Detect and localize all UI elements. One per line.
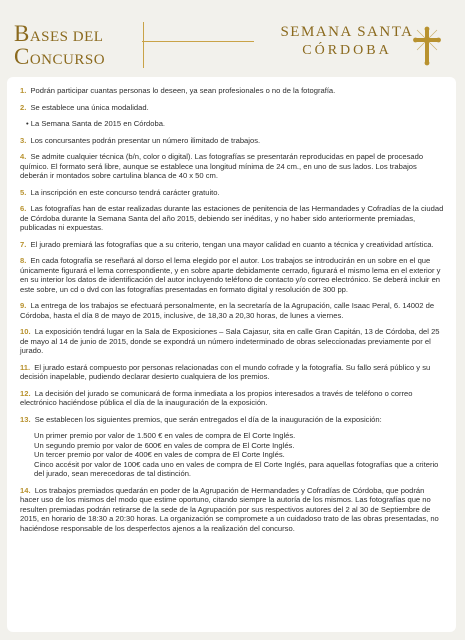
prize-accesit: Cinco accésit por valor de 100€ cada uno en vales de compra de El Corte Inglés, para aquellas fotografías que a criterio del jurado, sean merecedoras de tal distinción. [34,459,439,478]
rule-number: 6. [20,204,27,213]
rule-number: 1. [20,86,27,95]
title-del: DEL [72,29,104,45]
prize-first: Un primer premio por valor de 1.500 € en vales de compra de El Corte Inglés. [34,431,296,440]
rule-2-bullet: • La Semana Santa de 2015 en Córdoba. [26,119,166,128]
rule-3 [20,136,444,146]
rule-10 [20,327,444,356]
rule-1 [20,86,444,96]
rule-number: 4. [20,152,27,161]
rule-number: 14. [20,485,31,495]
rule-text: Se establece una única modalidad. [30,102,149,112]
rule-text: Se admite cualquier técnica (b/n, color o digital). Las fotografías se presentarán reproducidas en papel de procesado químico. El formato será libre, aunque se establece una longitud mínima de 24 cm., en uno de sus lados. Los trabajos deberán ir montados sobre cartulina blanca de 40 x 50 cm. [20,152,424,180]
rule-6 [20,204,444,233]
header-rule [142,41,254,42]
rule-text: Podrán participar cuantas personas lo deseen, ya sean profesionales o no de la fotografía. [30,86,336,95]
rule-4 [20,152,444,181]
rule-text: Las fotografías han de estar realizadas durante las estaciones de penitencia de las Hermandades y Cofradías de la ciudad de Córdoba durante la Semana Santa del año 2015, debiendo ser inéditas, y no haber sido anteriormente premiadas, publicadas ni expuestas. [20,204,444,232]
rule-number: 13. [20,414,31,424]
header [0,0,465,72]
rule-13 [20,415,444,479]
rule-number: 11. [20,362,31,372]
rule-number: 5. [20,187,27,197]
title-line-1 [14,22,105,45]
page-title [14,22,105,68]
rule-text: En cada fotografía se reseñará al dorso el lema elegido por el autor. Los trabajos se introducirán en un sobre en el que únicamente figurará el lema correspondiente, y en sobre aparte debidamente cerrado, figurará el mismo lema en el exterior y en su interior los datos de identificación del autor incluyendo teléfono de contacto y/o correo electrónico. Se deberá incluir en este sobre, un cd o dvd con las fotografías presentadas en formato digital y resolución de 300 pp. [20,256,441,294]
brand-line-2: CÓRDOBA [302,43,392,58]
rule-8 [20,256,444,294]
rule-text: La inscripción en este concurso tendrá carácter gratuito. [30,187,220,197]
rule-text: Los concursantes podrán presentar un número ilimitado de trabajos. [30,135,261,145]
title-concurso-rest: ONCURSO [29,52,106,68]
brand-logo-text [277,24,417,59]
rule-number: 3. [20,135,27,145]
rule-text: Los trabajos premiados quedarán en poder de la Agrupación de Hermandades y Cofradías de Córdoba, que podrán hacer uso de los mismos del modo que estime oportuno, citando siempre la autoría de los mismos. Las fotografías que no resulten premiadas podrán retirarse de la sede de la Agrupación por sus respectivos autores del 2 al 30 de Septiembre de 2015, en horario de 18:30 a 20:30 horas. La organización se compromete a un cuidadoso trato de las obras presentadas, no haciéndose responsable de los desperfectos ajenos a la realización del concurso. [20,485,439,533]
title-initial-c: C [14,44,30,69]
brand-line-1: SEMANA SANTA [280,24,414,40]
rule-text: El jurado premiará las fotografías que a su criterio, tengan una mayor calidad en cuanto a técnica y creatividad artística. [30,239,434,249]
rule-number: 8. [20,256,27,265]
header-divider [143,22,144,68]
rule-11 [20,363,444,382]
rule-12 [20,389,444,408]
rule-number: 12. [20,388,31,398]
rule-14 [20,486,444,534]
title-initial-b: B [14,21,30,46]
rule-2 [20,103,444,113]
prize-second: Un segundo premio por valor de 600€ en vales de compra de El Corte Inglés. [34,440,295,450]
rules-card [7,77,456,632]
title-line-2 [14,45,105,68]
rule-5 [20,188,444,198]
prize-third: Un tercer premio por valor de 400€ en vales de compra de El Corte Inglés. [34,450,285,459]
rule-text: La entrega de los trabajos se efectuará personalmente, en la secretaría de la Agrupación, calle Isaac Peral, 6. 14002 de Córdoba, hasta el día 8 de mayo de 2015, inclusive, de 18,30 a 20,30 horas, de lunes a viernes. [20,301,435,320]
prize-list [20,431,444,479]
rule-9 [20,301,444,320]
rule-number: 7. [20,239,27,249]
cross-icon [411,26,443,66]
rule-7 [20,240,444,250]
rule-number: 9. [20,301,27,310]
rule-number: 2. [20,102,27,112]
rule-text: Se establecen los siguientes premios, que serán entregados el día de la inauguración de la exposición: [34,414,382,424]
rule-text: La exposición tendrá lugar en la Sala de Exposiciones – Sala Cajasur, sita en calle Gran Capitán, 13 de Córdoba, del 25 de mayo al 14 de junio de 2015, donde se expondrá un número indeterminado de obras seleccionadas previamente por el jurado. [20,327,440,355]
rule-text: El jurado estará compuesto por personas relacionadas con el mundo cofrade y la fotografía. Su fallo será público y su decisión inapelable, pudiendo declarar desierto cualquiera de los premios. [20,362,431,381]
rule-number: 10. [20,327,31,336]
title-bases-rest: ASES [29,29,73,45]
rule-text: La decisión del jurado se comunicará de forma inmediata a los propios interesados a través de teléfono o correo electrónico haciéndose pública el día de la inauguración de la exposición. [20,388,413,407]
